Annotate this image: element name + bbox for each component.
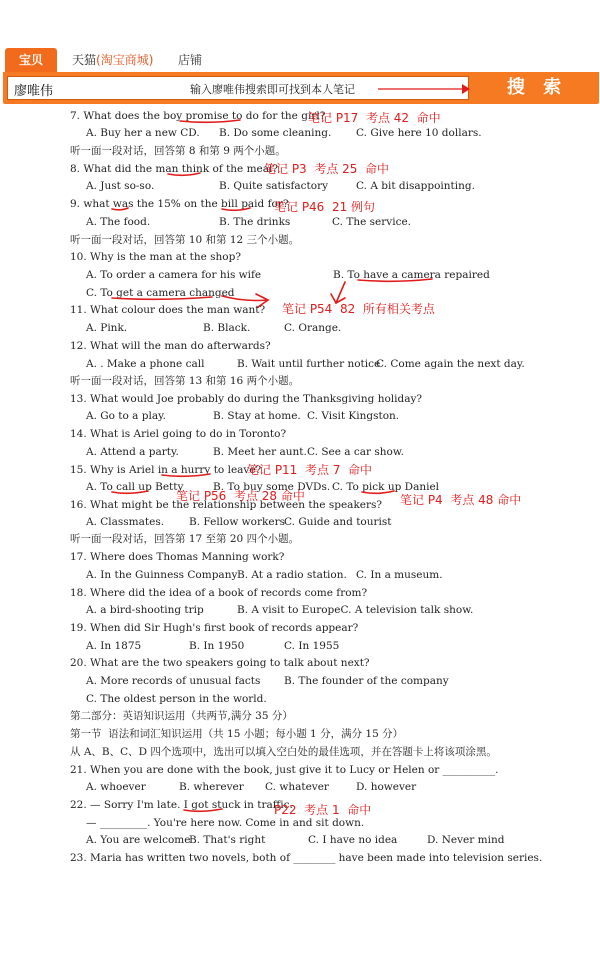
question-9: 9. what was the 15% on the bill paid for? (70, 198, 289, 210)
q10-option-a: A. To order a camera for his wife (86, 269, 262, 281)
arrow-right-icon (378, 82, 470, 96)
underline-mark (112, 297, 212, 299)
question-23: 23. Maria has written two novels, both of ________ have been made into television series. (70, 852, 543, 864)
underline-mark (112, 208, 128, 210)
section-one-heading: 第一节 语法和词汇知识运用（共 15 小题；每小题 1 分，满分 15 分） (70, 728, 404, 740)
underline-mark (362, 491, 394, 493)
question-17: 17. Where does Thomas Manning work? (70, 551, 285, 563)
q7-option-c: C. Give here 10 dollars. (356, 127, 482, 139)
q21-option-d: D. however (356, 781, 417, 793)
question-10: 10. Why is the man at the shop? (70, 251, 241, 263)
q12-option-c: C. Come again the next day. (376, 358, 525, 370)
question-15: 15. Why is Ariel in a hurry to leave? (70, 464, 262, 476)
section-instruction: 听一面一段对话，回答第 10 和第 12 三个小题。 (70, 234, 300, 246)
annotation-note: 笔记 P4 考点 48 命中 (400, 493, 522, 507)
q18-option-a: A. a bird-shooting trip (86, 604, 204, 616)
question-19: 19. When did Sir Hugh's first book of records appear? (70, 622, 359, 634)
q19-option-b: B. In 1950 (189, 640, 245, 652)
q9-option-a: A. The food. (86, 216, 151, 228)
search-button[interactable]: 搜 索 (506, 77, 568, 98)
question-12: 12. What will the man do afterwards? (70, 340, 271, 352)
tab-tmall[interactable] (72, 48, 153, 72)
section-one-instruction: 从 A、B、C、D 四个选项中，选出可以填入空白处的最佳选项，并在答题卡上将该项涂黑。 (70, 746, 497, 758)
underline-mark (180, 120, 240, 122)
tab-tmall-label: 天猫 (72, 53, 97, 67)
q17-option-a: A. In the Guinness Company (86, 569, 238, 581)
q21-option-b: B. wherever (179, 781, 244, 793)
q21-option-a: A. whoever (86, 781, 146, 793)
tab-tmall-sub: (淘宝商城) (96, 53, 154, 67)
underline-mark (358, 279, 432, 281)
section-instruction: 听一面一段对话，回答第 8 和第 9 两个小题。 (70, 145, 286, 157)
annotation-note: 笔记 P56 考点 28 命中 (176, 489, 305, 503)
q7-option-b: B. Do some cleaning. (219, 127, 332, 139)
q16-option-a: A. Classmates. (86, 516, 165, 528)
q20-option-c: C. The oldest person in the world. (86, 693, 267, 705)
q15-option-c: C. To pick up Daniel (332, 481, 440, 493)
q17-option-c: C. In a museum. (356, 569, 443, 581)
q9-option-b: B. The drinks (219, 216, 291, 228)
q14-option-b: B. Meet her aunt. (213, 446, 307, 458)
q22-option-d: D. Never mind (427, 834, 505, 846)
q9-option-c: C. The service. (332, 216, 411, 228)
q10-option-c: C. To get a camera changed (86, 287, 235, 299)
question-18: 18. Where did the idea of a book of records come from? (70, 587, 368, 599)
annotation-note: 笔记 P46 21 例句 (274, 200, 376, 214)
search-bar (3, 72, 599, 104)
question-7: 7. What does the boy promise to do for the girl? (70, 110, 326, 122)
q19-option-c: C. In 1955 (284, 640, 340, 652)
question-20: 20. What are the two speakers going to talk about next? (70, 657, 370, 669)
q14-option-a: A. Attend a party. (86, 446, 179, 458)
q20-option-b: B. The founder of the company (284, 675, 449, 687)
question-16: 16. What might be the relationship between the speakers? (70, 499, 383, 511)
q13-option-a: A. Go to a play. (86, 410, 166, 422)
annotation-note: 笔记 P54 82 所有相关考点 (282, 302, 435, 316)
q7-option-a: A. Buy her a new CD. (86, 127, 200, 139)
question-14: 14. What is Ariel going to do in Toronto? (70, 428, 287, 440)
q10-option-b: B. To have a camera repaired (333, 269, 490, 281)
exam-document (0, 104, 600, 955)
section-instruction: 听一面一段对话，回答第 13 和第 16 两个小题。 (70, 375, 300, 387)
q12-option-b: B. Wait until further notice (237, 358, 381, 370)
q8-option-b: B. Quite satisfactory (219, 180, 329, 192)
q22-option-c: C. I have no idea (308, 834, 398, 846)
q14-option-c: C. See a car show. (307, 446, 404, 458)
search-tabs (0, 48, 600, 72)
annotation-note: 笔记 P11 考点 7 命中 (247, 463, 373, 477)
question-11: 11. What colour does the man want? (70, 304, 266, 316)
underline-mark (112, 491, 148, 493)
q13-option-c: C. Visit Kingston. (307, 410, 400, 422)
q13-option-b: B. Stay at home. (213, 410, 301, 422)
search-input[interactable] (7, 76, 469, 100)
section-instruction: 听一面一段对话，回答第 17 至第 20 四个小题。 (70, 533, 300, 545)
tab-shop[interactable]: 店铺 (178, 53, 203, 67)
q11-option-c: C. Orange. (284, 322, 342, 334)
annotation-note: P22 考点 1 命中 (274, 803, 372, 817)
underline-mark (222, 208, 250, 210)
annotation-note: 笔记 P3 考点 25 命中 (264, 162, 390, 176)
underline-mark (184, 809, 222, 811)
q11-option-b: B. Black. (203, 322, 251, 334)
q11-option-a: A. Pink. (86, 322, 128, 334)
handwritten-markup (0, 104, 600, 955)
tab-baobei[interactable]: 宝贝 (5, 48, 57, 72)
search-input-value: 廖唯伟 (14, 84, 54, 99)
q22-option-a: A. You are welcome (86, 834, 191, 846)
underline-mark (168, 173, 200, 175)
q22-option-b: B. That's right (189, 834, 266, 846)
q15-option-b: B. To buy some DVDs. (213, 481, 331, 493)
q17-option-b: B. At a radio station. (237, 569, 347, 581)
q21-option-c: C. whatever (265, 781, 329, 793)
q16-option-b: B. Fellow workers (189, 516, 285, 528)
q8-option-a: A. Just so-so. (86, 180, 155, 192)
question-13: 13. What would Joe probably do during the Thanksgiving holiday? (70, 393, 423, 405)
question-22: 22. — Sorry I'm late. I got stuck in traffic. (70, 799, 293, 811)
q12-option-a: A. . Make a phone call (86, 358, 205, 370)
question-21: 21. When you are done with the book, just give it to Lucy or Helen or __________. (70, 764, 499, 776)
q20-option-a: A. More records of unusual facts (86, 675, 261, 687)
part-two-heading: 第二部分：英语知识运用（共两节,满分 35 分） (70, 710, 293, 722)
q19-option-a: A. In 1875 (86, 640, 142, 652)
annotation-note: 笔记 P17 考点 42 命中 (308, 111, 441, 125)
underline-mark (162, 474, 210, 476)
question-8: 8. What did the man think of the meal? (70, 163, 279, 175)
q16-option-c: C. Guide and tourist (284, 516, 392, 528)
q8-option-c: C. A bit disappointing. (356, 180, 475, 192)
q15-option-a: A. To call up Betty (86, 481, 184, 493)
q22-reply: — _________. You're here now. Come in and sit down. (86, 817, 365, 829)
q18-option-bc: B. A visit to EuropeC. A television talk show. (237, 604, 474, 616)
search-hint: 输入廖唯伟搜索即可找到本人笔记 (190, 83, 355, 96)
